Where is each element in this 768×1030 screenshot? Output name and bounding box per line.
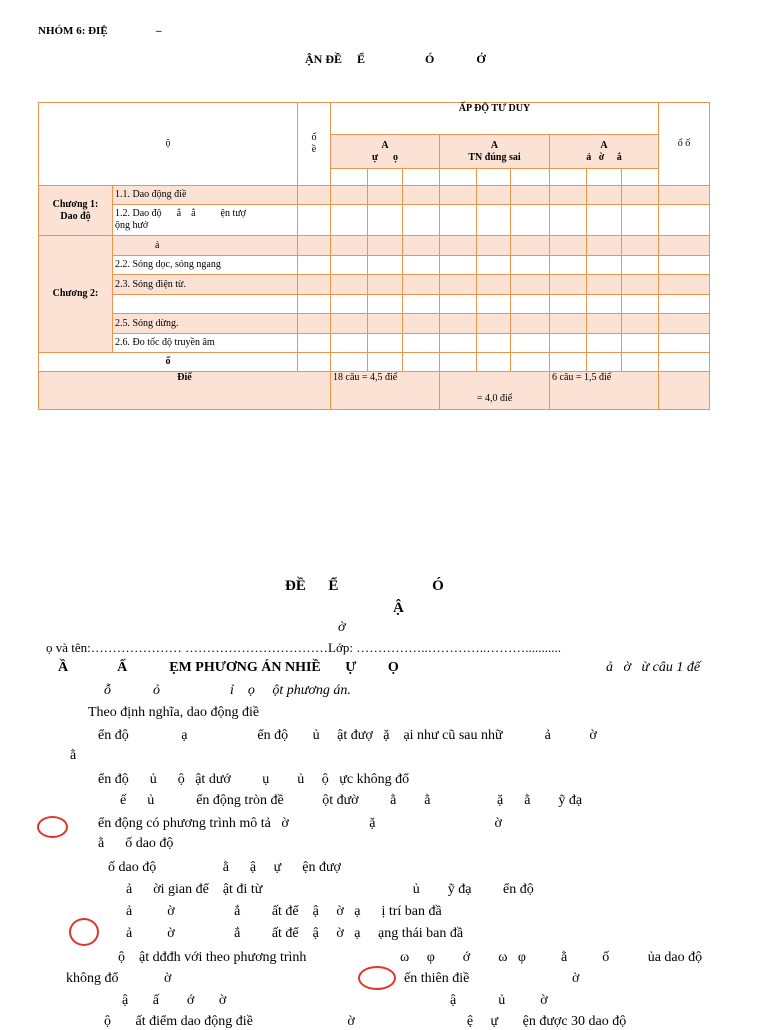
- topic-cell: [113, 295, 298, 314]
- header-tf: A TN đúng sai: [440, 135, 550, 169]
- score-short: 6 câu = 1,5 điể: [550, 372, 659, 410]
- matrix-title: ẬN ĐỀ Ể Ó Ớ: [305, 52, 486, 66]
- header-dash: –: [156, 25, 162, 37]
- q1-option-c: ế ủ ển động tròn đề ột đườ ằ ằ ặ ằ ỹ đạ: [120, 793, 583, 808]
- section-a-note: ả ờ ừ câu 1 đế: [606, 660, 701, 675]
- section-a-heading: Ầ Ấ ẸM PHƯƠNG ÁN NHIỀ Ự Ọ: [58, 660, 399, 675]
- q3-option-b: ả ờ ắ ất để ậ ờ ạ ị trí ban đầ: [126, 904, 442, 919]
- table-row: [39, 275, 710, 295]
- table-row: [39, 236, 710, 256]
- topic-cell: 2.2. Sóng dọc, sóng ngang: [113, 256, 298, 275]
- score-mc: 18 câu = 4,5 điể: [331, 372, 440, 410]
- q1-option-d: ển động có phương trình mô tả ờ ặ ờ: [98, 816, 502, 831]
- q3-option-a: ả ời gian để ật đi từ ủ ỹ đạ ển độ: [126, 882, 534, 897]
- header-count: ố ề: [298, 103, 331, 186]
- question-4: ộ ật dđđh với theo phương trình: [118, 950, 307, 965]
- header-short: A ả ờ ắ: [550, 135, 659, 169]
- table-row: [39, 334, 710, 353]
- q5-option-b: ậ ủ ờ: [450, 993, 548, 1008]
- q4-option-b: ω φ ớ ω φ ằ ố ủa dao độ: [400, 950, 703, 965]
- q4-option-e: ờ: [572, 971, 580, 986]
- exam-subtitle: Ậ: [393, 600, 404, 616]
- table-row: [39, 186, 710, 205]
- q4-option-c: không đổ ờ: [66, 971, 172, 986]
- topic-cell: ả: [113, 236, 298, 256]
- q1-option-b: ển độ ủ ộ ật dướ ụ ủ ộ ực không đổ: [98, 772, 410, 787]
- question-3: ố dao độ ằ ậ ự ện đượ: [108, 860, 341, 875]
- sum-row: [39, 353, 710, 372]
- score-row: [39, 372, 710, 410]
- table-row: [39, 256, 710, 275]
- section-a-note-2: ỗ ỏ ỉ ọ ột phương án.: [104, 683, 351, 698]
- table-row: [39, 295, 710, 314]
- topic-cell: 2.6. Đo tốc độ truyền âm: [113, 334, 298, 353]
- exam-title: ĐỀ Ể Ó: [285, 578, 444, 594]
- table-row: [39, 314, 710, 334]
- q1-option-a-cont: ằ: [70, 748, 77, 763]
- answer-mark-circle: [69, 918, 99, 946]
- score-tf: = 4,0 điể: [440, 372, 550, 410]
- q1-option-a: ển độ ạ ển độ ủ ật đượ ặ ại như cũ sau nhữ ả ờ: [98, 728, 597, 743]
- q4-option-d: ến thiên điề: [404, 971, 470, 986]
- question-1: Theo định nghĩa, dao động điề: [88, 705, 260, 720]
- topic-cell: 2.5. Sóng dừng.: [113, 314, 298, 334]
- matrix-table: [38, 102, 710, 410]
- answer-mark-circle: [358, 966, 396, 990]
- header-total: ổ ố: [659, 103, 710, 186]
- header-content: ộ: [39, 103, 298, 186]
- score-label: Điể: [39, 372, 331, 410]
- topic-cell: 1.1. Dao động điề: [113, 186, 298, 205]
- question-6: ộ ất điểm dao động điề ờ ệ ự ện được 30 dao độ: [104, 1014, 627, 1029]
- student-name-line: ọ và tên:………………… ……………………………Lớp: ……………..…………..………...........: [46, 640, 561, 655]
- header-mc: A ự ọ: [331, 135, 440, 169]
- exam-time: ờ: [338, 620, 346, 635]
- table-row: [39, 205, 710, 236]
- chapter-2: Chương 2:: [39, 236, 113, 353]
- answer-mark-circle: [37, 816, 68, 838]
- question-5: ậ ấ ớ ờ: [122, 993, 227, 1008]
- topic-cell: 1.2. Dao độ ắ ắ ện tượ ộng hưở: [113, 205, 298, 236]
- question-2: ằ ố dao độ: [98, 836, 174, 851]
- q3-option-c: ả ờ ắ ất để ậ ờ ạ ạng thái ban đầ: [126, 926, 464, 941]
- header-level: ẤP ĐỘ TƯ DUY: [331, 103, 659, 135]
- chapter-1: Chương 1: Dao độ: [39, 186, 113, 236]
- sum-label: ổ: [39, 353, 298, 372]
- group-header: NHÓM 6: ĐIỆ: [38, 25, 108, 37]
- topic-cell: 2.3. Sóng điện từ.: [113, 275, 298, 295]
